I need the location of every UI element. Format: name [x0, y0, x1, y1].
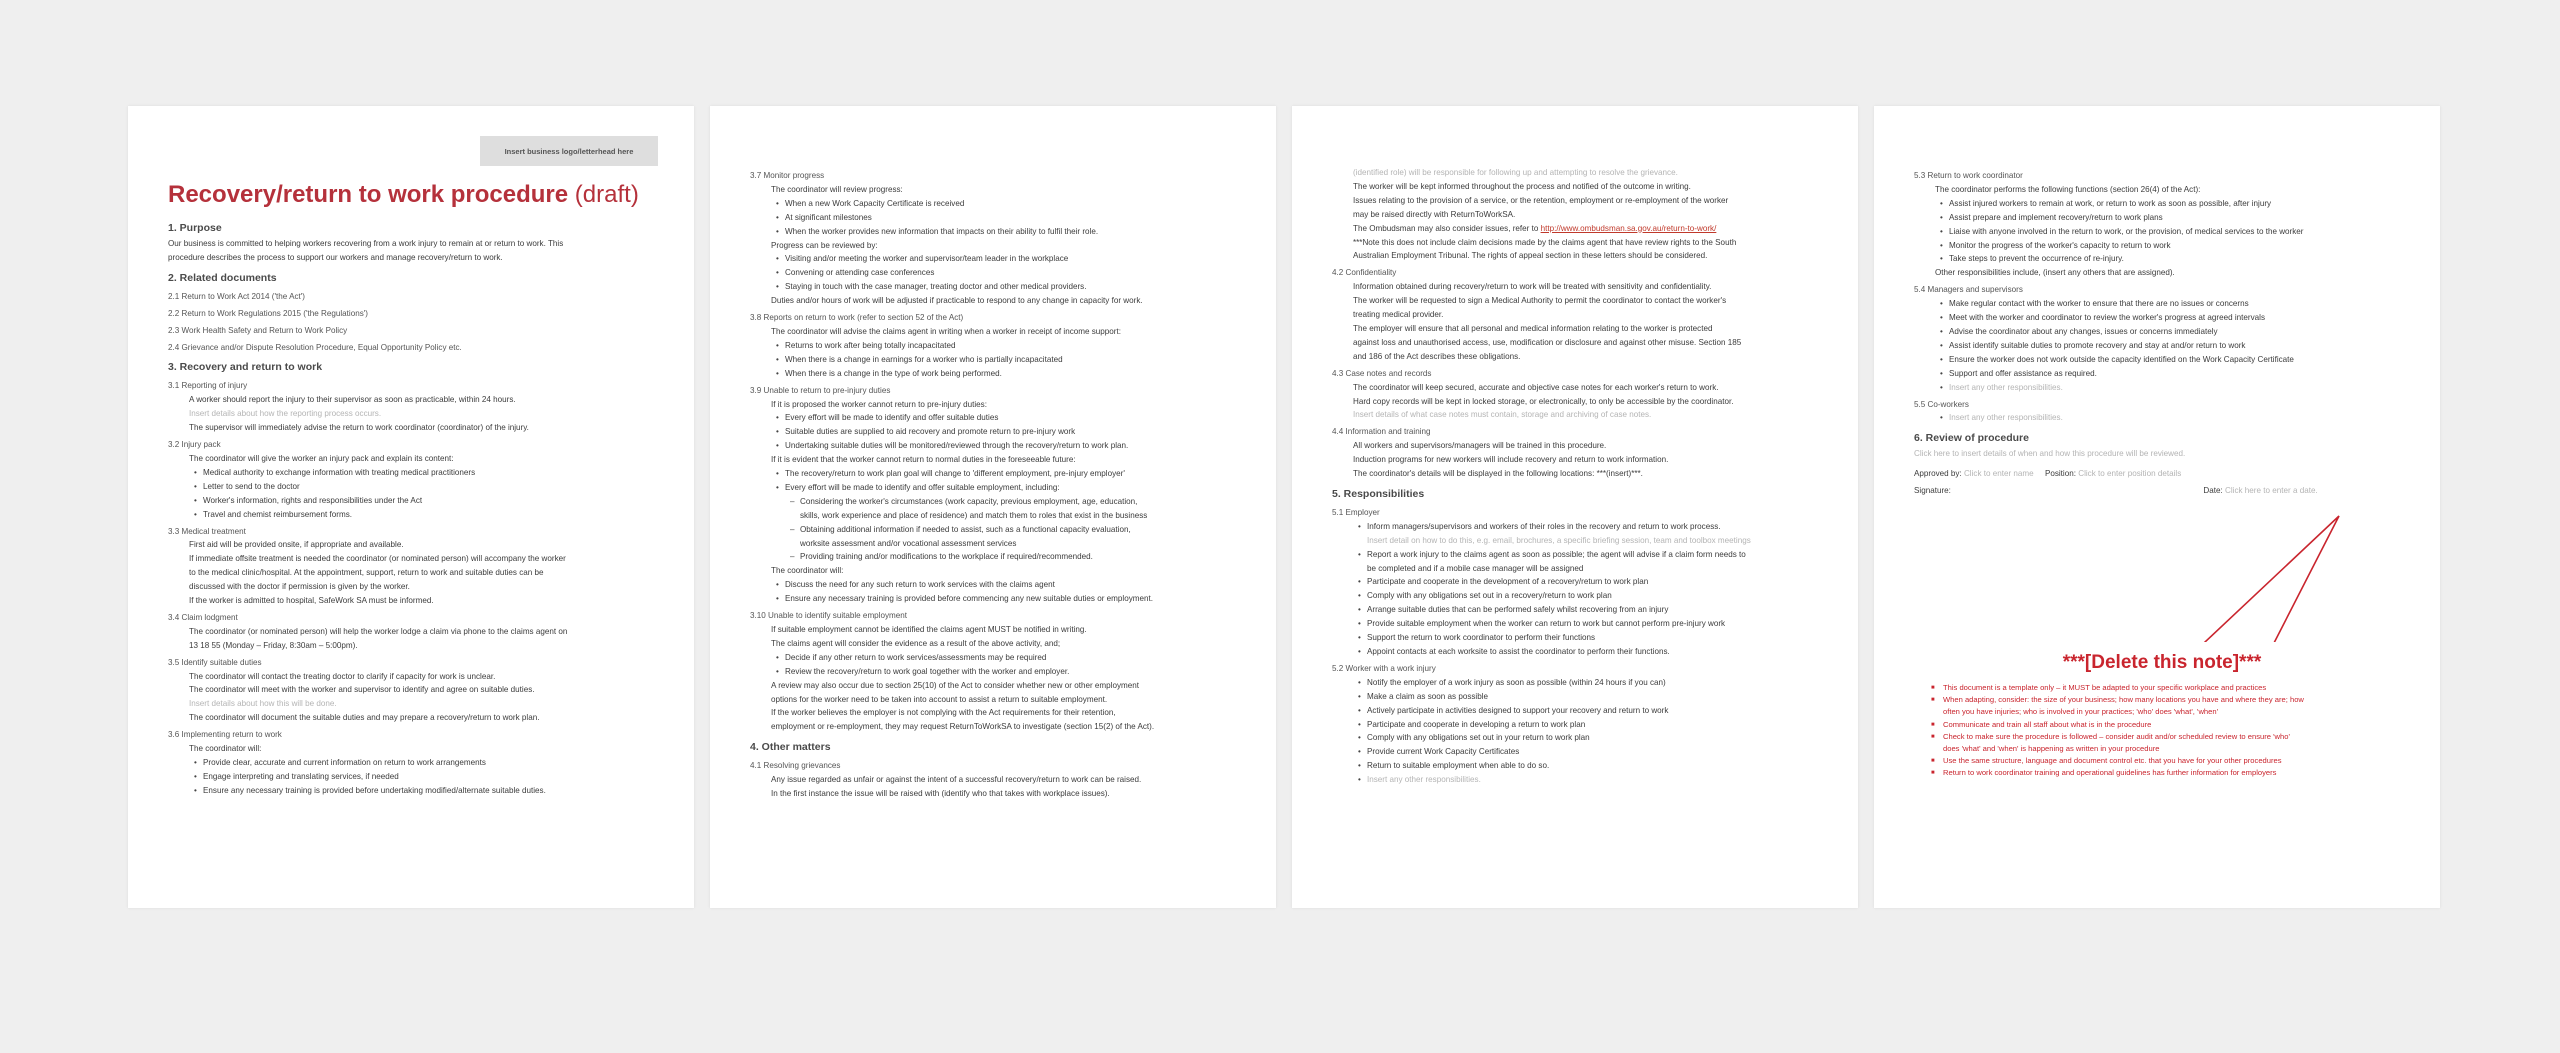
- paragraph-line: to the medical clinic/hospital. At the appointment, support, return to work and suitable duties can be: [189, 568, 544, 578]
- bullet-item: – Considering the worker's circumstances (work capacity, previous employment, age, education,: [750, 495, 1240, 509]
- bullet-item: • Actively participate in activities designed to support your recovery and return to work: [1332, 704, 1822, 718]
- section-heading: 3.3 Medical treatment: [168, 526, 246, 536]
- paragraph-line: The coordinator will give the worker an injury pack and explain its content:: [189, 453, 454, 463]
- signature-label: Signature:: [1914, 486, 1951, 496]
- paragraph-line: and 186 of the Act describes these obligations.: [1353, 351, 1521, 361]
- section-heading: 4.4 Information and training: [1332, 427, 1431, 437]
- paragraph-line: All workers and supervisors/managers will be trained in this procedure.: [1353, 441, 1607, 451]
- section-heading: 5.1 Employer: [1332, 507, 1380, 517]
- section-heading: 3.1 Reporting of injury: [168, 381, 248, 391]
- section-heading: 2.4 Grievance and/or Dispute Resolution Procedure, Equal Opportunity Policy etc.: [168, 342, 462, 352]
- bullet-item: • Provide suitable employment when the worker can return to work but cannot perform pre-injury work: [1332, 617, 1822, 631]
- paragraph-line: The coordinator (or nominated person) will help the worker lodge a claim via phone to the claims agent on: [189, 626, 568, 636]
- paragraph-line: treating medical provider.: [1353, 310, 1444, 320]
- paragraph-line: If the worker believes the employer is not complying with the Act requirements for their retention,: [771, 708, 1116, 718]
- bullet-item: • Ensure any necessary training is provided before undertaking modified/alternate suitable duties.: [168, 784, 658, 798]
- paragraph-line: 13 18 55 (Monday – Friday, 8:30am – 5:00pm).: [189, 640, 358, 650]
- placeholder-text[interactable]: Insert details of what case notes must contain, storage and archiving of case notes.: [1353, 410, 1652, 420]
- placeholder-text[interactable]: Insert details about how this will be done.: [189, 699, 337, 709]
- bullet-item: • Arrange suitable duties that can be performed safely whilst recovering from an injury: [1332, 603, 1822, 617]
- section-heading: 3.9 Unable to return to pre-injury duties: [750, 385, 891, 395]
- section-heading: 3.7 Monitor progress: [750, 171, 825, 180]
- bullet-item: • Letter to send to the doctor: [168, 480, 658, 494]
- callout-item: ■ Check to make sure the procedure is followed – consider audit and/or scheduled review to ensure 'who': [1931, 731, 2393, 743]
- section-heading: 5.5 Co-workers: [1914, 399, 1969, 409]
- bullet-item: • Participate and cooperate in developing a return to work plan: [1332, 718, 1822, 732]
- paragraph-line: against loss and unauthorised access, use, modification or disclosure and against other misuse. Section 185: [1353, 337, 1742, 347]
- section-heading: 2.2 Return to Work Regulations 2015 ('the Regulations'): [168, 308, 369, 318]
- bullet-item: • Liaise with anyone involved in the return to work, or the provision, of medical services to the worker: [1914, 225, 2404, 239]
- logo-placeholder[interactable]: Insert business logo/letterhead here: [480, 136, 658, 166]
- paragraph-line: The coordinator will review progress:: [771, 184, 903, 194]
- page-1: [128, 106, 694, 908]
- paragraph-line: employment or re-employment, they may request ReturnToWorkSA to investigate (section 15(2) of the Act).: [771, 722, 1155, 732]
- section-heading: 1. Purpose: [168, 222, 222, 234]
- bullet-item: • When a new Work Capacity Certificate is received: [750, 197, 1240, 211]
- placeholder-text[interactable]: Insert details about how the reporting process occurs.: [189, 409, 382, 419]
- bullet-item: • Every effort will be made to identify and offer suitable duties: [750, 411, 1240, 425]
- bullet-item: • Inform managers/supervisors and workers of their roles in the recovery and return to work process.: [1332, 520, 1822, 534]
- paragraph-line: Any issue regarded as unfair or against the intent of a successful recovery/return to work can be raised.: [771, 775, 1142, 785]
- paragraph-line: procedure describes the process to support our workers and manage recovery/return to work.: [168, 252, 503, 262]
- bullet-item: • Make regular contact with the worker to ensure that there are no issues or concerns: [1914, 297, 2404, 311]
- callout-item: ■ Use the same structure, language and document control etc. that you have for your other procedures: [1931, 755, 2393, 767]
- page-4: [1874, 106, 2440, 908]
- section-heading: 4.3 Case notes and records: [1332, 368, 1432, 378]
- paragraph-line: ***Note this does not include claim decisions made by the claims agent that have review rights to the South: [1353, 237, 1737, 247]
- section-heading: 3.2 Injury pack: [168, 440, 221, 450]
- paragraph-line: Other responsibilities include, (insert any others that are assigned).: [1935, 268, 2175, 278]
- paragraph-line: A review may also occur due to section 25(10) of the Act to consider whether new or other employment: [771, 680, 1140, 690]
- section-heading: 6. Review of procedure: [1914, 432, 2029, 445]
- paragraph-line: skills, work experience and place of residence) and match them to roles that exist in the business: [800, 510, 1148, 520]
- paragraph-line: The coordinator will meet with the worker and supervisor to identify and agree on suitable duties.: [189, 685, 535, 695]
- section-heading: 4.1 Resolving grievances: [750, 761, 841, 771]
- bullet-item: • Review the recovery/return to work goal together with the worker and employer.: [750, 665, 1240, 679]
- section-heading: 3.6 Implementing return to work: [168, 730, 282, 740]
- bullet-item: • Provide current Work Capacity Certificates: [1332, 745, 1822, 759]
- paragraph-line: The supervisor will immediately advise the return to work coordinator (coordinator) of the injury.: [189, 423, 529, 433]
- paragraph-line: be completed and if a mobile case manager will be assigned: [1367, 563, 1584, 573]
- page-3-content: [1332, 166, 1822, 787]
- callout-item: ■ When adapting, consider: the size of your business; how many locations you have and where they are; how: [1931, 694, 2393, 706]
- date-field[interactable]: Click here to enter a date.: [2225, 486, 2318, 496]
- page-2-content: [750, 169, 1240, 801]
- bullet-item: • Return to suitable employment when able to do so.: [1332, 759, 1822, 773]
- bullet-item: • Assist injured workers to remain at work, or return to work as soon as possible, after injury: [1914, 197, 2404, 211]
- bullet-item: • Support the return to work coordinator to perform their functions: [1332, 631, 1822, 645]
- paragraph-line: The coordinator's details will be displayed in the following locations: ***(insert)***.: [1353, 469, 1643, 479]
- paragraph-line: The coordinator will advise the claims agent in writing when a worker in receipt of income support:: [771, 326, 1121, 336]
- section-heading: 4.2 Confidentiality: [1332, 268, 1397, 278]
- bullet-item: • At significant milestones: [750, 211, 1240, 225]
- bullet-item: • Every effort will be made to identify and offer suitable employment, including:: [750, 481, 1240, 495]
- bullet-item: • The recovery/return to work plan goal will change to 'different employment, pre-injury employer': [750, 467, 1240, 481]
- bullet-item: • Engage interpreting and translating services, if needed: [168, 770, 658, 784]
- bullet-item: • Advise the coordinator about any changes, issues or concerns immediately: [1914, 325, 2404, 339]
- bullet-item: • Comply with any obligations set out in your return to work plan: [1332, 731, 1822, 745]
- bullet-item: • Make a claim as soon as possible: [1332, 690, 1822, 704]
- paragraph-line: discussed with the doctor if permission is given by the worker.: [189, 582, 410, 592]
- placeholder-text[interactable]: Click here to insert details of when and how this procedure will be reviewed.: [1914, 449, 2186, 459]
- section-heading: 2.1 Return to Work Act 2014 ('the Act'): [168, 291, 306, 301]
- paragraph-line: options for the worker need to be taken into account to assist a return to suitable employment.: [771, 694, 1108, 704]
- placeholder-text[interactable]: (identified role) will be responsible for following up and attempting to resolve the grievance.: [1353, 168, 1678, 177]
- bullet-item: • Comply with any obligations set out in a recovery/return to work plan: [1332, 589, 1822, 603]
- position-field[interactable]: Click to enter position details: [2078, 469, 2182, 479]
- delete-note-callout: [1917, 642, 2407, 820]
- date-label: Date:: [2203, 486, 2223, 496]
- paragraph-line: Duties and/or hours of work will be adjusted if practicable to respond to any change in capacity for work.: [771, 296, 1143, 306]
- section-heading: 2.3 Work Health Safety and Return to Work Policy: [168, 325, 348, 335]
- paragraph-line: Hard copy records will be kept in locked storage, or electronically, to only be accessible by the coordinator.: [1353, 396, 1734, 406]
- bullet-item: • Discuss the need for any such return to work services with the claims agent: [750, 578, 1240, 592]
- callout-item: ■ Return to work coordinator training and operational guidelines has further information for employers: [1931, 767, 2393, 779]
- bullet-item: • Medical authority to exchange information with treating medical practitioners: [168, 466, 658, 480]
- paragraph-line: If it is proposed the worker cannot return to pre-injury duties:: [771, 399, 987, 409]
- paragraph-line: The worker will be kept informed throughout the process and notified of the outcome in writing.: [1353, 181, 1691, 191]
- paragraph-line: The worker will be requested to sign a Medical Authority to permit the coordinator to contact the worker's: [1353, 296, 1727, 306]
- bullet-item: • Report a work injury to the claims agent as soon as possible; the agent will advise if a claim form needs to: [1332, 548, 1822, 562]
- section-heading: 3.8 Reports on return to work (refer to section 52 of the Act): [750, 313, 964, 323]
- ombudsman-link[interactable]: http://www.ombudsman.sa.gov.au/return-to-work/: [1540, 223, 1717, 233]
- section-heading: 2. Related documents: [168, 271, 277, 284]
- title-suffix: (draft): [574, 181, 639, 208]
- page-3: [1292, 106, 1858, 908]
- paragraph-line: Progress can be reviewed by:: [771, 240, 878, 250]
- paragraph-line: Our business is committed to helping workers recovering from a work injury to remain at or return to work. This: [168, 239, 564, 248]
- paragraph-line: The employer will ensure that all personal and medical information relating to the worker is protected: [1353, 323, 1713, 333]
- position-label: Position:: [2044, 469, 2076, 479]
- paragraph-line: The coordinator will contact the treating doctor to clarify if capacity for work is unclear.: [189, 671, 496, 681]
- section-heading: 5.2 Worker with a work injury: [1332, 663, 1436, 673]
- bullet-item: • Participate and cooperate in the development of a recovery/return to work plan: [1332, 575, 1822, 589]
- approved-by-label: Approved by:: [1914, 469, 1962, 479]
- callout-item: often you have injuries; who is involved in your practices; 'who' does 'what', 'when': [1943, 707, 2219, 717]
- bullet-item: – Obtaining additional information if needed to assist, such as a functional capacity evaluation,: [750, 523, 1240, 537]
- bullet-item: • Staying in touch with the case manager, treating doctor and other medical providers.: [750, 280, 1240, 294]
- placeholder-text[interactable]: • Insert any other responsibilities.: [1914, 411, 2404, 425]
- page-2: [710, 106, 1276, 908]
- paragraph-line: worksite assessment and/or vocational assessment services: [800, 538, 1017, 548]
- bullet-item: • Assist identify suitable duties to promote recovery and stay at and/or return to work: [1914, 339, 2404, 353]
- section-heading: 3.10 Unable to identify suitable employment: [750, 611, 908, 621]
- callout-item: ■ Communicate and train all staff about what is in the procedure: [1931, 719, 2393, 731]
- paragraph-line: Australian Employment Tribunal. The rights of appeal section in these letters should be considered.: [1353, 251, 1708, 261]
- paragraph-line: The coordinator performs the following functions (section 26(4) of the Act):: [1935, 184, 2201, 194]
- paragraph-line: may be raised directly with ReturnToWorkSA.: [1353, 209, 1516, 219]
- section-heading: 5.4 Managers and supervisors: [1914, 285, 2023, 295]
- bullet-item: • Returns to work after being totally incapacitated: [750, 339, 1240, 353]
- bullet-item: • Take steps to prevent the occurrence of re-injury.: [1914, 252, 2404, 266]
- bullet-item: • Appoint contacts at each worksite to assist the coordinator to perform their functions.: [1332, 645, 1822, 659]
- bullet-item: • Monitor the progress of the worker's capacity to return to work: [1914, 239, 2404, 253]
- paragraph-line: If it is evident that the worker cannot return to normal duties in the foreseeable future:: [771, 455, 1076, 465]
- bullet-item: • Provide clear, accurate and current information on return to work arrangements: [168, 756, 658, 770]
- bullet-item: • Convening or attending case conferences: [750, 266, 1240, 280]
- bullet-item: • Visiting and/or meeting the worker and supervisor/team leader in the workplace: [750, 252, 1240, 266]
- paragraph-line: If suitable employment cannot be identified the claims agent MUST be notified in writing.: [771, 625, 1087, 634]
- title-text: Recovery/return to work procedure: [168, 181, 569, 208]
- section-heading: 3. Recovery and return to work: [168, 361, 323, 374]
- approved-by-field[interactable]: Click to enter name: [1963, 469, 2034, 479]
- bullet-item: • Ensure the worker does not work outside the capacity identified on the Work Capacity Certificate: [1914, 353, 2404, 367]
- paragraph-line: Information obtained during recovery/return to work will be treated with sensitivity and confidentiality.: [1353, 282, 1712, 292]
- section-heading: 5. Responsibilities: [1332, 487, 1425, 500]
- bullet-item: • Meet with the worker and coordinator to review the worker's progress at agreed intervals: [1914, 311, 2404, 325]
- document-title: [168, 178, 658, 212]
- paragraph-line: Issues relating to the provision of a service, or the retention, employment or re-employment of the worker: [1353, 195, 1729, 205]
- paragraph-line: First aid will be provided onsite, if appropriate and available.: [189, 540, 404, 550]
- bullet-item: – Providing training and/or modifications to the workplace if required/recommended.: [750, 550, 1240, 564]
- paragraph-line: The coordinator will keep secured, accurate and objective case notes for each worker's return to work.: [1353, 382, 1719, 392]
- callout-item: ■ This document is a template only – it MUST be adapted to your specific workplace and practices: [1931, 682, 2393, 694]
- callout-item: does 'what' and 'when' is happening as written in your procedure: [1943, 744, 2160, 754]
- bullet-item: • When there is a change in the type of work being performed.: [750, 367, 1240, 381]
- bullet-item: • Assist prepare and implement recovery/return to work plans: [1914, 211, 2404, 225]
- page-1-content: [168, 220, 658, 798]
- bullet-item: • Ensure any necessary training is provided before commencing any new suitable duties or employment.: [750, 592, 1240, 606]
- bullet-item: • When there is a change in earnings for a worker who is partially incapacitated: [750, 353, 1240, 367]
- paragraph-line: The coordinator will document the suitable duties and may prepare a recovery/return to work plan.: [189, 713, 540, 723]
- paragraph-line: The Ombudsman may also consider issues, refer to http://www.ombudsman.sa.gov.au/return-to-work/: [1353, 223, 1717, 233]
- bullet-item: • Notify the employer of a work injury as soon as possible (within 24 hours if you can): [1332, 676, 1822, 690]
- placeholder-text[interactable]: Insert detail on how to do this, e.g. email, brochures, a specific briefing session, team and toolbox meetings: [1367, 535, 1751, 545]
- section-heading: 5.3 Return to work coordinator: [1914, 171, 2023, 180]
- callout-list: [1931, 682, 2393, 780]
- bullet-item: • Suitable duties are supplied to aid recovery and promote return to pre-injury work: [750, 425, 1240, 439]
- paragraph-line: The coordinator will:: [771, 566, 844, 576]
- bullet-item: • When the worker provides new information that impacts on their ability to fulfil their role.: [750, 225, 1240, 239]
- paragraph-line: Induction programs for new workers will include recovery and return to work information.: [1353, 455, 1669, 465]
- placeholder-text[interactable]: • Insert any other responsibilities.: [1332, 773, 1822, 787]
- bullet-item: • Worker's information, rights and responsibilities under the Act: [168, 494, 658, 508]
- bullet-item: • Support and offer assistance as required.: [1914, 367, 2404, 381]
- paragraph-line: The coordinator will:: [189, 744, 262, 754]
- section-heading: 3.4 Claim lodgment: [168, 612, 238, 622]
- section-heading: 4. Other matters: [750, 741, 831, 754]
- bullet-item: • Undertaking suitable duties will be monitored/reviewed through the recovery/return to work plan.: [750, 439, 1240, 453]
- bullet-item: • Travel and chemist reimbursement forms.: [168, 508, 658, 522]
- paragraph-line: If the worker is admitted to hospital, SafeWork SA must be informed.: [189, 596, 434, 606]
- paragraph-line: A worker should report the injury to their supervisor as soon as practicable, within 24 hours.: [189, 395, 516, 405]
- paragraph-line: In the first instance the issue will be raised with (identify who that takes with workplace issues).: [771, 789, 1110, 799]
- callout-title: ***[Delete this note]***: [2062, 652, 2262, 673]
- bullet-item: • Decide if any other return to work services/assessments may be required: [750, 651, 1240, 665]
- paragraph-line: The claims agent will consider the evidence as a result of the above activity, and;: [771, 638, 1061, 648]
- section-heading: 3.5 Identify suitable duties: [168, 657, 262, 667]
- paragraph-line: If immediate offsite treatment is needed the coordinator (or nominated person) will accompany the worker: [189, 554, 566, 564]
- placeholder-text[interactable]: • Insert any other responsibilities.: [1914, 381, 2404, 395]
